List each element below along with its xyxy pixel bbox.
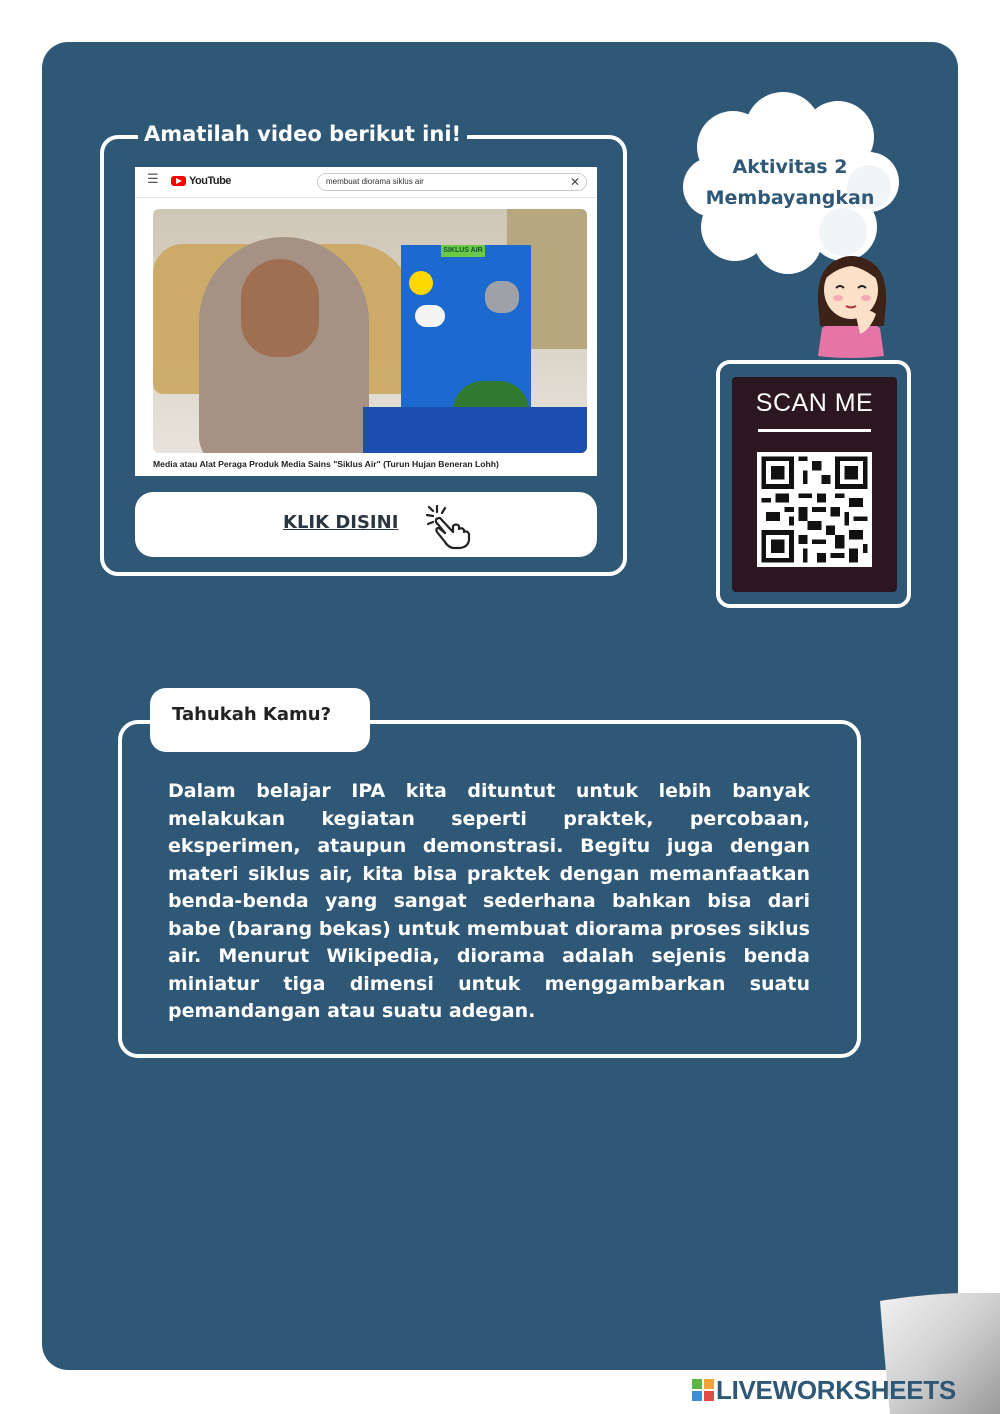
scan-me-label: SCAN ME (755, 389, 874, 417)
qr-code-image[interactable] (757, 452, 872, 567)
youtube-logo-icon (171, 176, 186, 186)
close-icon: ✕ (569, 175, 580, 189)
video-thumbnail[interactable] (153, 209, 587, 453)
youtube-brand: YouTube (189, 175, 231, 187)
activity-name: Membayangkan (705, 187, 875, 209)
youtube-search-query: membuat diorama siklus air (326, 177, 424, 186)
diorama-sign: SIKLUS AIR (441, 245, 485, 257)
info-tab (150, 688, 370, 752)
info-tab-label: Tahukah Kamu? (172, 704, 332, 725)
scan-divider (758, 429, 871, 432)
qr-panel[interactable] (732, 377, 897, 592)
youtube-screenshot[interactable] (135, 167, 597, 476)
pointing-hand-icon (423, 502, 475, 550)
hamburger-menu-icon: ☰ (147, 172, 159, 187)
sun-icon (409, 271, 433, 295)
klik-disini-label: KLIK DISINI (283, 512, 399, 533)
liveworksheets-grid-icon (692, 1379, 714, 1401)
info-body-text: Dalam belajar IPA kita dituntut untuk lebih banyak melakukan kegiatan seperti praktek, percobaan, eksperimen, ataupun demonstrasi. Begitu juga dengan materi siklus air, kita bisa praktek dengan memanfaatkan benda-benda yang sangat sederhana bahkan bisa dari babe (barang bekas) untuk membuat diorama proses siklus air. Menurut Wikipedia, diorama adalah sejenis benda miniatur tiga dimensi untuk menggambarkan suatu pemandangan atau suatu adegan. (168, 780, 810, 1022)
activity-number: Aktivitas 2 (732, 156, 848, 178)
diorama-water-base (363, 407, 587, 453)
cloud-icon (415, 305, 445, 327)
thinking-girl-illustration (808, 232, 894, 360)
youtube-header-bar (135, 167, 597, 198)
video-section-title: Amatilah video berikut ini! (138, 120, 467, 148)
youtube-search-field (317, 173, 587, 191)
activity-title (700, 152, 880, 214)
presenter-face (241, 259, 319, 357)
video-caption: Media atau Alat Peraga Produk Media Sains "Siklus Air" (Turun Hujan Beneran Lohh) (153, 459, 499, 469)
rain-cloud-icon (485, 281, 519, 313)
klik-disini-button[interactable] (135, 492, 597, 557)
liveworksheets-brand: LIVEWORKSHEETS (716, 1375, 956, 1405)
